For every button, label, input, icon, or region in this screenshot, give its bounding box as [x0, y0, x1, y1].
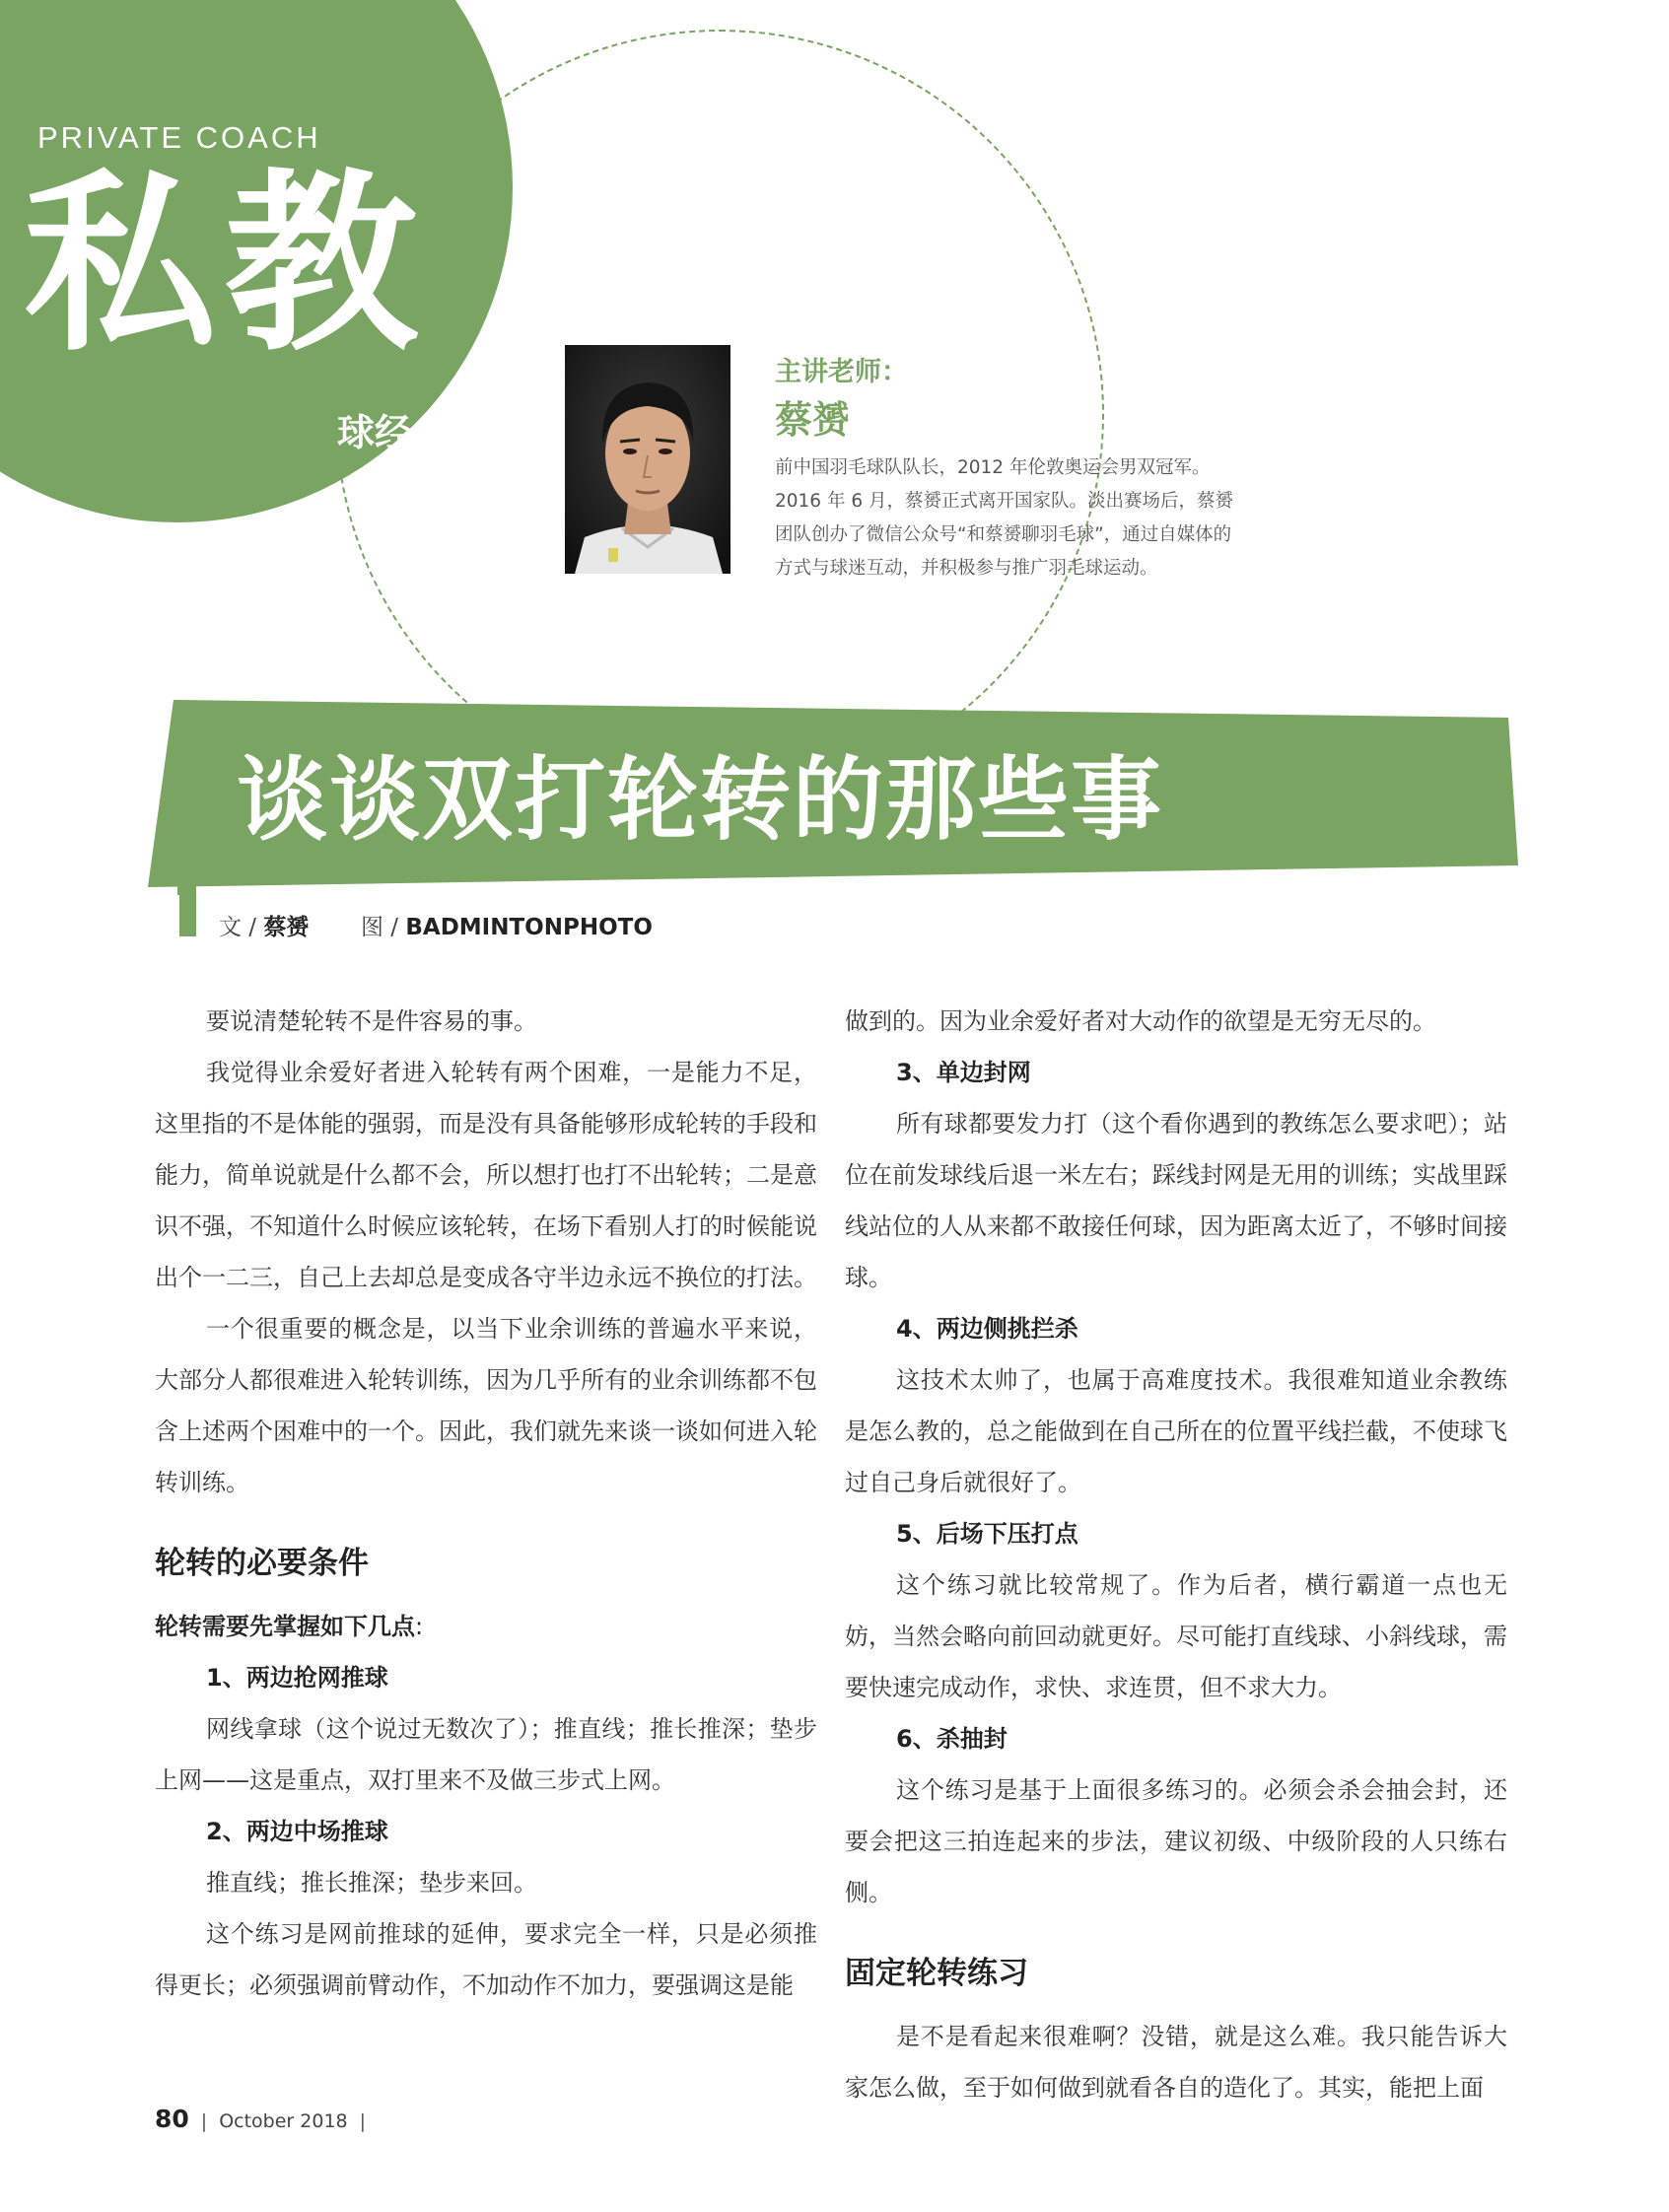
subsection-heading-colon: :: [415, 1613, 424, 1640]
paragraph: 网线拿球（这个说过无数次了）；推直线；推长推深；垫步上网——这是重点，双打里来不及做三步式上网。: [155, 1715, 817, 1794]
byline-text-prefix: 文 /: [219, 915, 257, 940]
footer-separator: |: [359, 2110, 367, 2132]
byline-photographer: BADMINTONPHOTO: [405, 915, 653, 940]
item-heading: 2、两边中场推球: [206, 1818, 388, 1845]
byline-photo-prefix: 图 /: [361, 915, 399, 940]
paragraph: 我觉得业余爱好者进入轮转有两个困难，一是能力不足，这里指的不是体能的强弱，而是没有具备能够形成轮转的手段和能力，简单说就是什么都不会，所以想打也打不出轮转；二是意识不强，不知道什么时候应该轮转，在场下看别人打的时候能说出个一二三，自己上去却总是变成各守半边永远不换位的打法。: [155, 1059, 817, 1291]
paragraph: 是不是看起来很难啊？没错，就是这么难。我只能告诉大家怎么做，至于如何做到就看各自的造化了。其实，能把上面: [845, 2023, 1507, 2102]
instructor-bio: 前中国羽毛球队队长，2012 年伦敦奥运会男双冠军。2016 年 6 月，蔡赟正式离开国家队。淡出赛场后，蔡赟团队创办了微信公众号“和蔡赟聊羽毛球”，通过自媒体的方式与球迷互动，并积极参与推广羽毛球运动。: [775, 457, 1233, 579]
section-heading: 固定轮转练习: [845, 1956, 1028, 1991]
byline-accent-bar: [179, 885, 196, 936]
item-heading: 4、两边侧挑拦杀: [896, 1315, 1078, 1343]
page-footer: [155, 2105, 378, 2133]
byline: [219, 909, 653, 941]
paragraph: 这技术太帅了，也属于高难度技术。我很难知道业余教练是怎么教的，总之能做到在自己所在的位置平线拦截，不使球飞过自己身后就很好了。: [845, 1366, 1507, 1496]
paragraph: 做到的。因为业余爱好者对大动作的欲望是无穷无尽的。: [845, 1007, 1436, 1035]
paragraph: 所有球都要发力打（这个看你遇到的教练怎么要求吧）；站位在前发球线后退一米左右；踩线封网是无用的训练；实战里踩线站位的人从来都不敢接任何球，因为距离太近了，不够时间接球。: [845, 1110, 1507, 1291]
right-column: [845, 996, 1507, 2113]
paragraph: 这个练习是基于上面很多练习的。必须会杀会抽会封，还要会把这三拍连起来的步法，建议初级、中级阶段的人只练右侧。: [845, 1776, 1507, 1906]
issue-date: October 2018: [219, 2110, 348, 2132]
section-heading: 轮转的必要条件: [155, 1546, 369, 1581]
footer-separator: |: [200, 2110, 208, 2132]
page-number: 80: [155, 2105, 189, 2133]
left-column: [155, 996, 817, 2011]
instructor-photo: [565, 345, 730, 574]
item-heading: 3、单边封网: [896, 1059, 1031, 1086]
column-title: 私教: [24, 151, 427, 378]
subsection-heading: [155, 1601, 817, 1652]
instructor-name: 蔡赟: [775, 398, 851, 442]
article-title: 谈谈双打轮转的那些事: [237, 746, 1164, 853]
paragraph: 推直线；推长推深；垫步来回。: [206, 1869, 537, 1897]
column-subtitle: 球经: [337, 410, 413, 454]
paragraph: 一个很重要的概念是，以当下业余训练的普遍水平来说，大部分人都很难进入轮转训练，因为几乎所有的业余训练都不包含上述两个困难中的一个。因此，我们就先来谈一谈如何进入轮转训练。: [155, 1315, 817, 1496]
instructor-label: 主讲老师：: [775, 357, 908, 387]
subsection-heading-text: 轮转需要先掌握如下几点: [155, 1613, 415, 1640]
item-heading: 1、两边抢网推球: [206, 1664, 388, 1692]
column-english-label: PRIVATE COACH: [37, 120, 321, 155]
paragraph: 这个练习是网前推球的延伸，要求完全一样，只是必须推得更长；必须强调前臂动作，不加动作不加力，要强调这是能: [155, 1920, 817, 1999]
byline-author: 蔡赟: [263, 915, 310, 940]
paragraph: 这个练习就比较常规了。作为后者，横行霸道一点也无妨，当然会略向前回动就更好。尽可能打直线球、小斜线球，需要快速完成动作，求快、求连贯，但不求大力。: [845, 1571, 1507, 1701]
item-heading: 5、后场下压打点: [896, 1520, 1078, 1548]
paragraph: 要说清楚轮转不是件容易的事。: [206, 1007, 537, 1035]
item-heading: 6、杀抽封: [896, 1725, 1008, 1753]
